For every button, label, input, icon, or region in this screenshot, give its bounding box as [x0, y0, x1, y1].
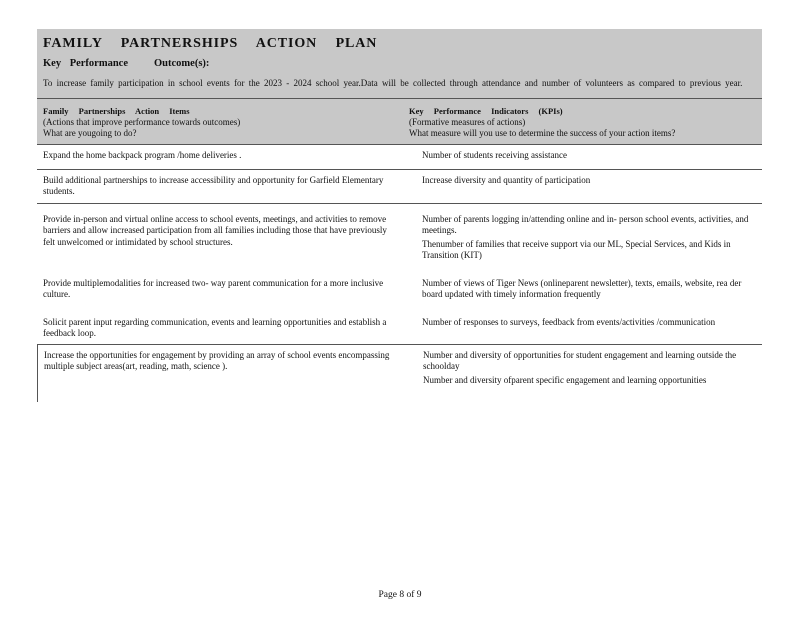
kpi-text: Number and diversity of opportunities for student engagement and learning outside the schoolday [423, 349, 737, 371]
kpi-cell [404, 350, 762, 389]
kpi-title: Key Performance Indicators (KPIs) [409, 106, 563, 116]
kpi-bullet [403, 150, 754, 162]
action-items-subtitle: (Actions that improve performance towards outcomes) [43, 117, 241, 127]
kpi-subtitle: (Formative measures of actions) [409, 117, 526, 127]
kpi-question: What measure will you use to determine the success of your action items? [409, 128, 676, 138]
kpi-header [409, 106, 756, 139]
bullet-icon [404, 350, 423, 373]
kpi-text: Increase diversity and quantity of participation [422, 174, 591, 185]
action-items-question: What are yougoing to do? [43, 128, 137, 138]
kpi-bullet [403, 214, 754, 237]
action-item: Build additional partnerships to increase accessibility and opportunity for Garfield Elementary students. [43, 174, 384, 196]
kpi-bullet [403, 239, 754, 262]
table-row [37, 317, 762, 340]
action-item: Provide in-person and virtual online access to school events, meetings, and activities to remove barriers and allow increased participation from all families including those that have previously felt unwelcomed or intimidated by school structures. [43, 213, 387, 247]
bullet-icon [404, 375, 423, 387]
action-items-title: Family Partnerships Action Items [43, 106, 190, 116]
table-row [37, 170, 762, 204]
action-item: Provide multiplemodalities for increased two- way parent communication for a more inclusive culture. [43, 277, 384, 299]
outcome-description: To increase family participation in school events for the 2023 - 2024 school year.Data will be collected through attendance and number of volunteers as compared to previous year. [43, 78, 743, 88]
action-item: Solicit parent input regarding communication, events and learning opportunities and establish a feedback loop. [43, 316, 387, 338]
table-row [37, 278, 762, 303]
table-row [37, 145, 762, 170]
table-row [38, 350, 762, 389]
action-item: Expand the home backpack program /home deliveries . [43, 150, 242, 160]
bullet-icon [403, 278, 422, 301]
kpi-cell [403, 150, 762, 164]
kpi-cell [403, 278, 762, 303]
kpi-text: Number of views of Tiger News (onlineparent newsletter), texts, emails, website, rea der board updated with timely information frequently [422, 277, 742, 299]
kpi-bullet [403, 175, 754, 187]
page-title: FAMILY PARTNERSHIPS ACTION PLAN [43, 36, 378, 51]
key-performance-outcomes-label [43, 58, 756, 69]
page-number: Page 8 of 9 [378, 590, 422, 600]
column-headers [37, 99, 762, 145]
kpi-bullet [404, 350, 754, 373]
action-item: Increase the opportunities for engagement by providing an array of school events encompassing multiple subject areas(art, reading, math, science ). [44, 349, 390, 371]
bullet-icon [403, 317, 422, 329]
action-plan-document [37, 29, 762, 402]
kpi-bullet [404, 375, 754, 387]
kpo-label-1: Key Performance [43, 58, 129, 69]
kpi-text: Number of students receiving assistance [422, 150, 567, 160]
bullet-icon [403, 239, 422, 262]
kpi-bullet [403, 278, 754, 301]
table-row-last [37, 345, 762, 402]
table-row-group [37, 204, 762, 345]
kpi-text: Number of responses to surveys, feedback from events/activities /communication [422, 316, 716, 327]
bullet-icon [403, 214, 422, 237]
table-row [37, 214, 762, 264]
kpi-cell [403, 175, 762, 198]
kpi-bullet [403, 317, 754, 329]
kpi-text: Number of parents logging in/attending online and in- person school events, activities, and meetings. [422, 213, 749, 235]
plan-header [37, 29, 762, 99]
action-items-header [43, 106, 409, 139]
kpo-label-2: Outcome(s): [154, 58, 210, 69]
kpi-cell [403, 214, 762, 264]
bullet-icon [403, 175, 422, 187]
bullet-icon [403, 150, 422, 162]
kpi-cell [403, 317, 762, 340]
kpi-text: Thenumber of families that receive support via our ML, Special Services, and Kids in Transition (KIT) [422, 238, 731, 260]
kpi-text: Number and diversity ofparent specific engagement and learning opportunities [423, 374, 707, 385]
